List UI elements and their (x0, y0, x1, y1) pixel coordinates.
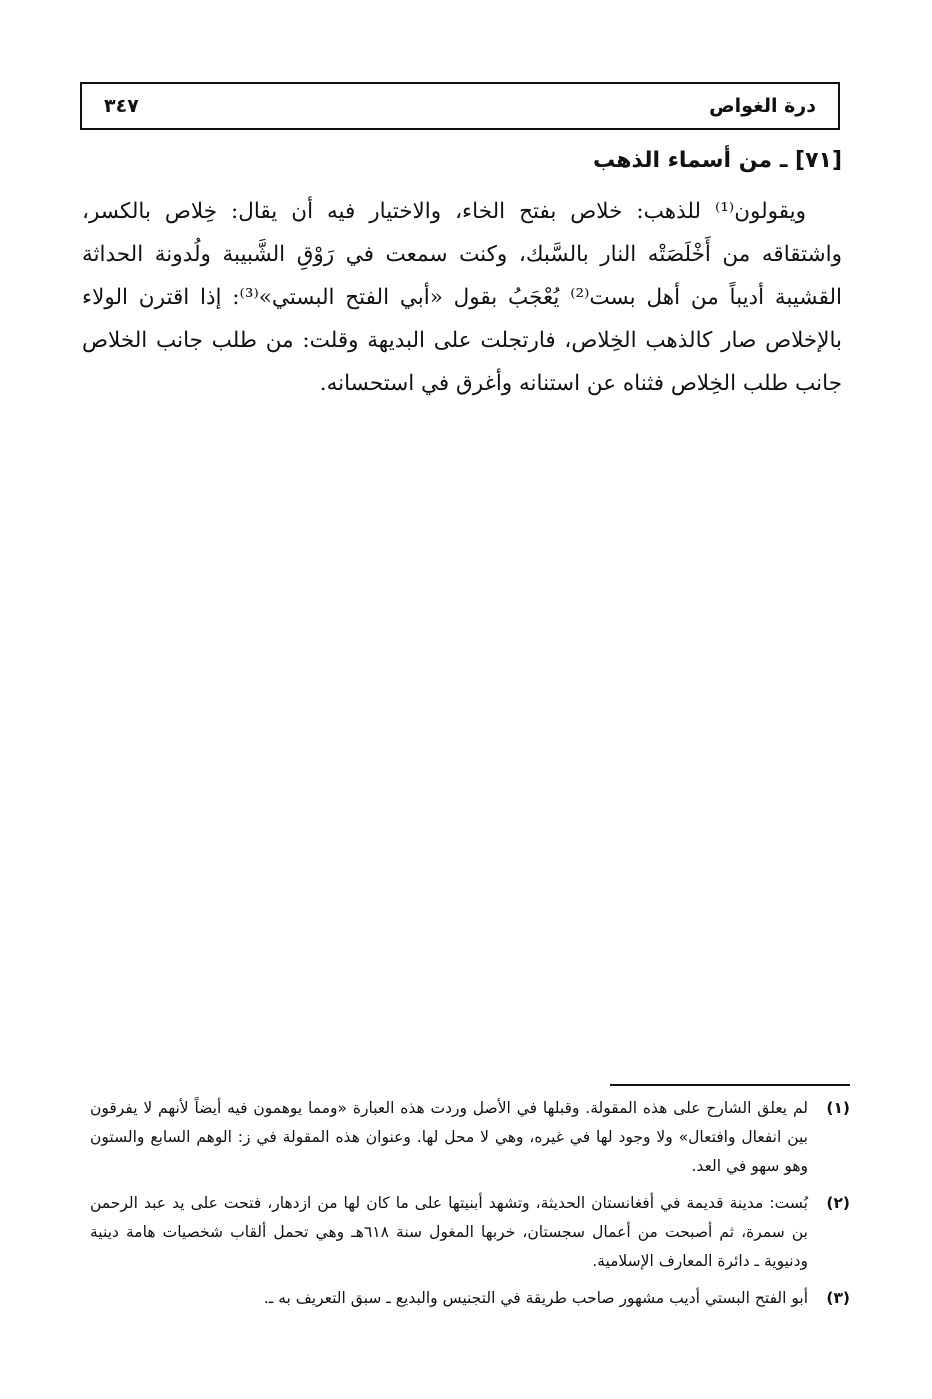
footnote-text: بُست: مدينة قديمة في أفغانستان الحديثة، وتشهد أبنيتها على ما كان لها من ازدهار، فتحت على يد عبد الرحمن بن سمرة، ثم أصبحت من أعمال سجستان، خربها المغول سنة ٦١٨هـ وهي تحمل ألقاب شخصيات هامة دينية ودنيوية ـ دائرة المعارف الإسلامية. (90, 1194, 809, 1270)
footnote-item (90, 1284, 850, 1313)
section-heading: [٧١] ـ من أسماء الذهب (592, 148, 842, 173)
footnote-item (90, 1094, 850, 1181)
footnotes (90, 1094, 850, 1321)
body-paragraph: ويقولون⁽¹⁾ للذهب: خلاص بفتح الخاء، والاختيار فيه أن يقال: خِلاص بالكسر، واشتقاقه من أَخْلَصَتْه النار بالسَّبك، وكنت سمعت في رَوْقِ الشَّبيبة ولُدونة الحداثة القشيبة أديباً من أهل بست⁽²⁾ يُعْجَبُ بقول «أبي الفتح البستي»⁽³⁾: إذا اقترن الولاء بالإخلاص صار كالذهب الخِلاص، فارتجلت على البديهة وقلت: من طلب جانب الخلاص جانب طلب الخِلاص فثناه عن استنانه وأغرق في استحسانه. (82, 199, 842, 396)
footnote-number: (١) (826, 1099, 850, 1117)
footnote-number: (٢) (826, 1194, 850, 1212)
footnote-text: لم يعلق الشارح على هذه المقولة. وقبلها في الأصل وردت هذه العبارة «ومما يوهمون فيه أيضاً لأنهم لا يفرقون بين انفعال وافتعال» ولا وجود لها في غيره، وهي لا محل لها. وعنوان هذه المقولة في ز: الوهم السابع والستون وهو سهو في العد. (90, 1099, 808, 1175)
running-title: درة الغواص (709, 95, 816, 117)
footnote-text: أبو الفتح البستي أديب مشهور صاحب طريقة في التجنيس والبديع ـ سبق التعريف به ـ. (263, 1289, 808, 1307)
body-text (82, 190, 842, 405)
page-number: ٣٤٧ (104, 95, 139, 117)
footnote-separator (610, 1084, 850, 1086)
footnote-item (90, 1189, 850, 1276)
running-header (80, 82, 840, 130)
footnote-number: (٣) (826, 1289, 850, 1307)
